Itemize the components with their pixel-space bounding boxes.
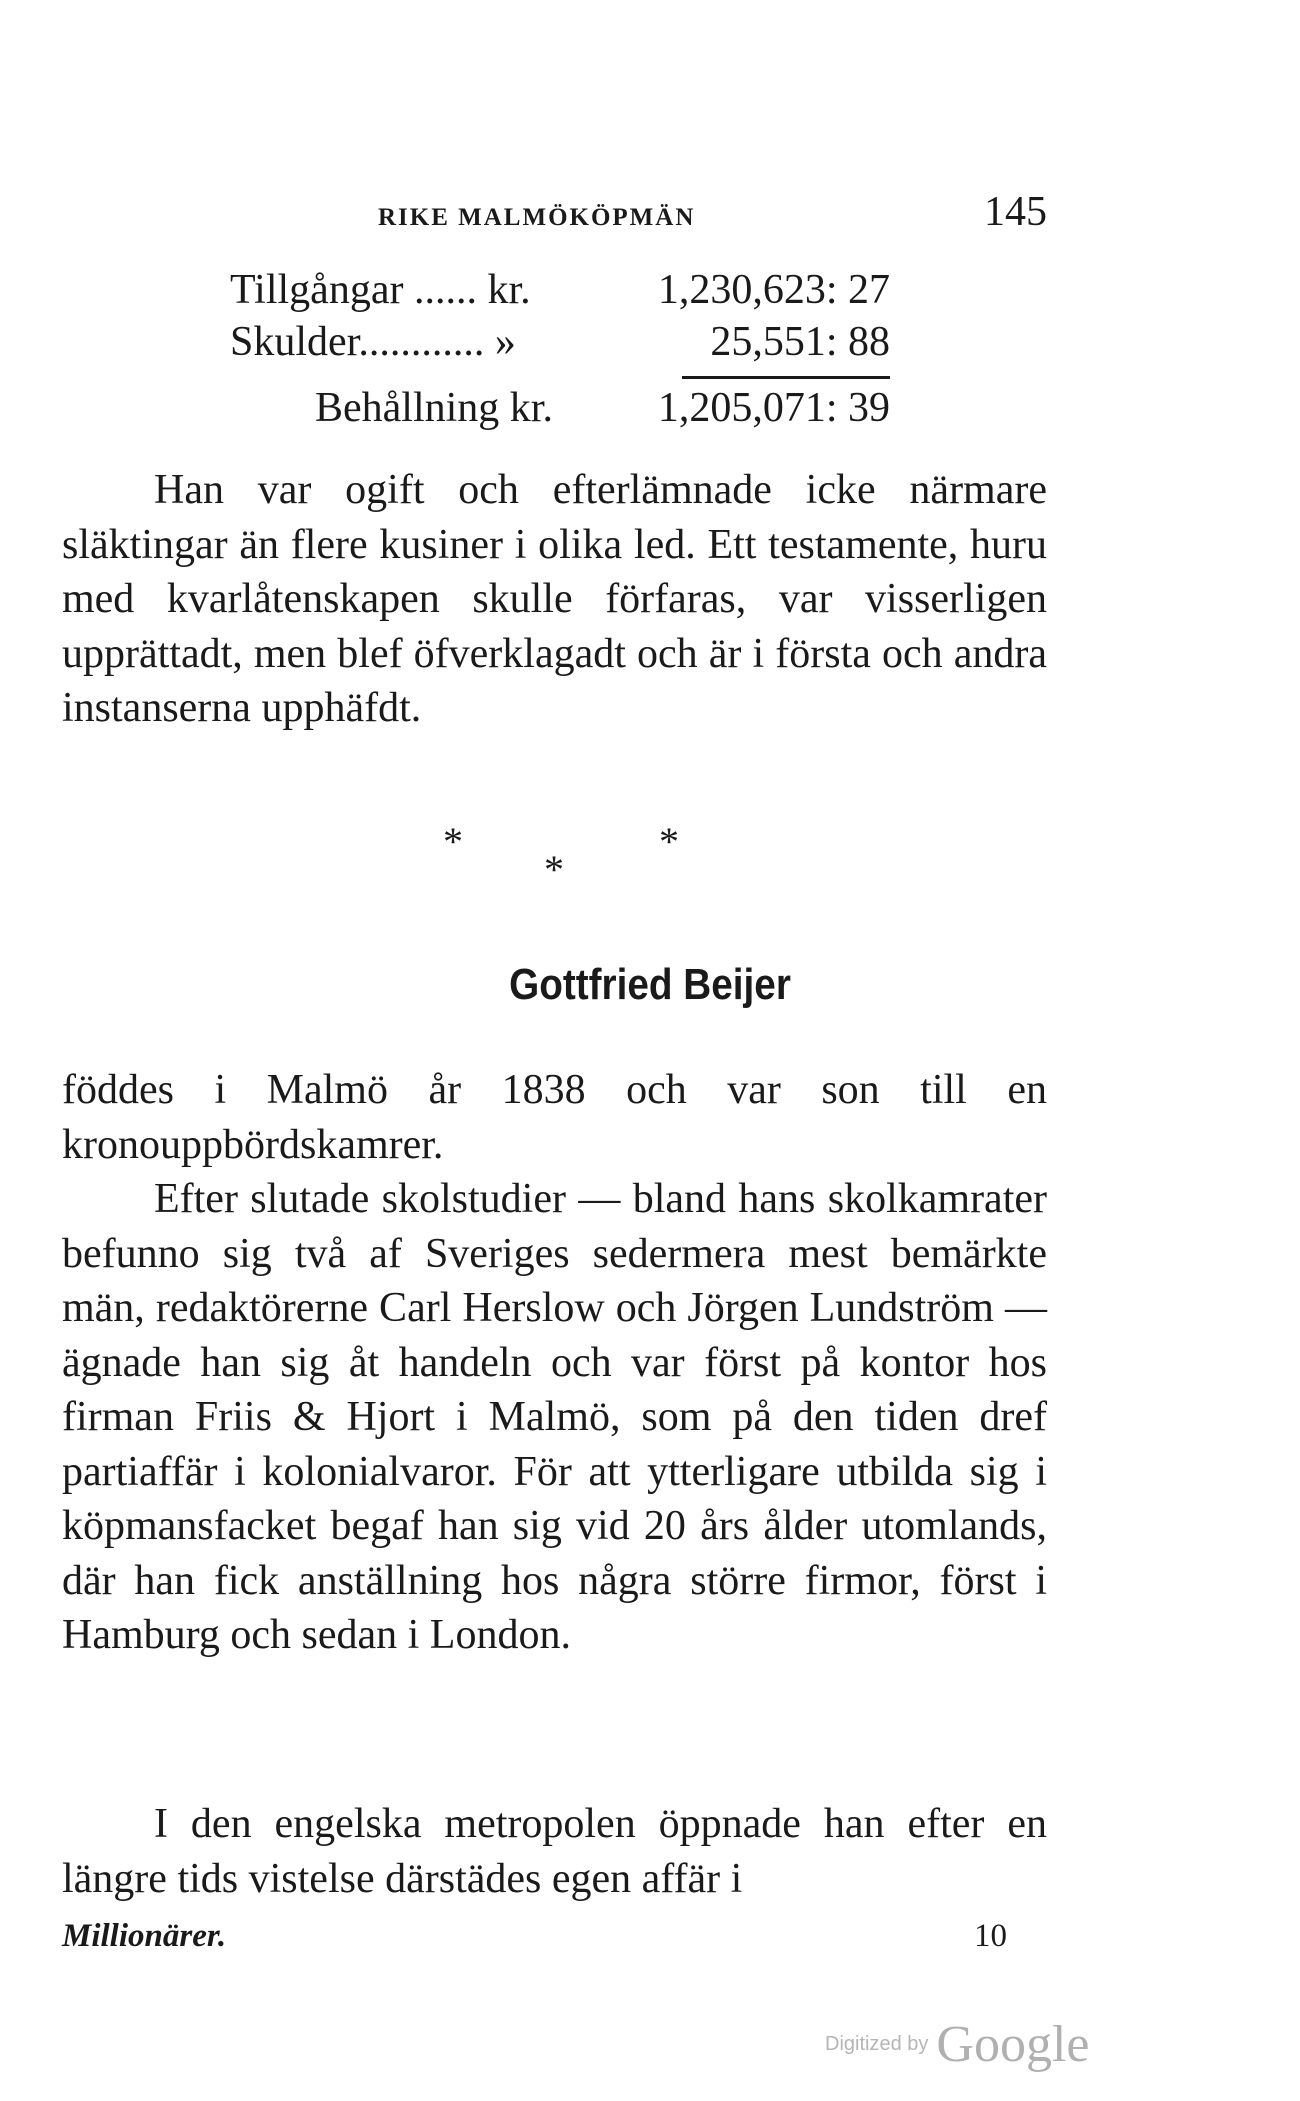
balance-row — [230, 384, 890, 440]
assets-amount: 1,230,623: 27 — [657, 267, 890, 313]
asterism-right: * — [659, 819, 679, 864]
running-title: RIKE MALMÖKÖPMÄN — [378, 204, 696, 231]
google-logo: Google — [936, 2016, 1090, 2073]
signature-number: 10 — [974, 1918, 1007, 1954]
digitized-watermark — [825, 2015, 1089, 2074]
watermark-prefix: Digitized by — [825, 2033, 929, 2055]
assets-row — [230, 266, 890, 322]
section-heading: Gottfried Beijer — [509, 960, 791, 1009]
paragraph-career: Efter slutade skolstudier — bland hans skolkamrater befunno sig två af Sveriges sedermera mest bemärkte män, redaktörerne Carl Herslow och Jörgen Lundström — ägnade han sig åt handeln och var först på kontor hos firman Friis & Hjort i Malmö, som på den tiden dref partiaffär i kolonialvaror. För att ytterligare utbilda sig i köpmansfacket begaf han sig vid 20 års ålder utomlands, där han fick anställning hos några större firmor, först i Hamburg och sedan i London. — [62, 1176, 1047, 1658]
paragraph-birth: föddes i Malmö år 1838 och var son till en kronouppbördskamrer. — [62, 1067, 1047, 1168]
asterism-left: * — [443, 819, 463, 864]
debts-label: Skulder............ » — [230, 319, 516, 365]
running-head — [62, 188, 1047, 248]
balance-amount: 1,205,071: 39 — [657, 385, 890, 431]
page-number: 145 — [984, 189, 1047, 235]
assets-label: Tillgångar ...... kr. — [230, 267, 531, 313]
asterism-center: * — [544, 847, 564, 892]
asterism-divider — [0, 818, 1300, 898]
debts-row — [230, 318, 890, 374]
debts-amount: 25,551: 88 — [710, 319, 890, 365]
paragraph-london: I den engelska metropolen öppnade han efter en längre tids vistelse därstädes egen affär i — [62, 1801, 1047, 1902]
paragraph-inheritance: Han var ogift och efterlämnade icke närmare släktingar än flere kusiner i olika led. Ett testamente, huru med kvarlåtenskapen skulle förfaras, var visserligen upprättadt, men blef öfverklagadt och är i första och andra instanserna upphäfdt. — [62, 467, 1047, 731]
balance-label: Behållning kr. — [315, 385, 553, 431]
sum-rule — [682, 376, 890, 379]
signature-mark: Millionärer. — [62, 1918, 227, 1954]
